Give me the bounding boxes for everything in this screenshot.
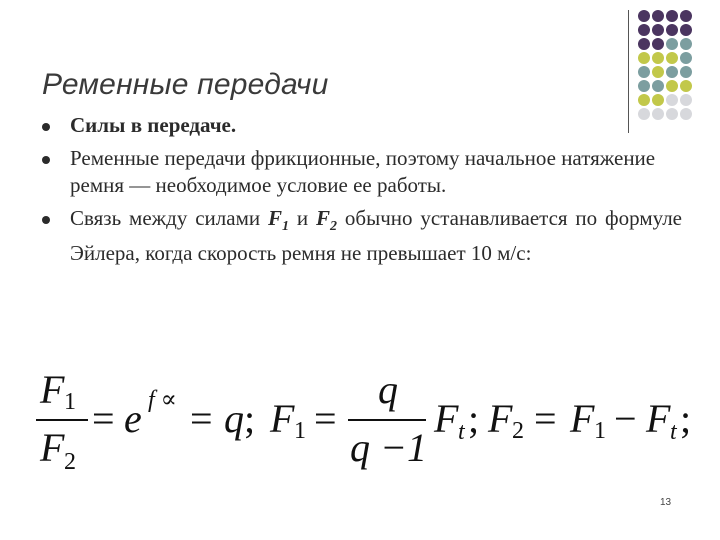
decorative-dot (680, 52, 692, 64)
bullet-dot-icon (42, 123, 50, 131)
decorative-dot (652, 80, 664, 92)
bullet-text-part: обычно устанавливается по формуле Эйлера, когда скорость ремня не превышает 10 м/с: (70, 206, 682, 266)
decorative-dot (638, 24, 650, 36)
decorative-dot (680, 80, 692, 92)
formula-F2-denominator: F (40, 425, 65, 470)
decorative-dot (666, 94, 678, 106)
decorative-dot (652, 94, 664, 106)
bullet-dot-icon (42, 156, 50, 164)
formula-q-minus-1: q −1 (350, 425, 427, 470)
formula-q: q (224, 396, 244, 441)
decorative-dot (680, 38, 692, 50)
fraction-bar (36, 419, 88, 421)
bullet-item-friction (42, 145, 682, 199)
formula-sub: 1 (594, 418, 606, 444)
decorative-dot (638, 66, 650, 78)
decorative-dot (666, 38, 678, 50)
formula-semicolon: ; (244, 396, 256, 441)
bullet-text: Ременные передачи фрикционные, поэтому начальное натяжение ремня — необходимое условие ее работы. (70, 146, 656, 197)
formula-sub-t: t (670, 419, 677, 445)
bullet-item-forces (42, 112, 682, 139)
bullet-text: Силы в передаче. (70, 113, 237, 137)
formula-equals: = (92, 396, 115, 441)
formula-sub-t: t (458, 419, 465, 445)
decorative-dot (680, 66, 692, 78)
decorative-dot (652, 38, 664, 50)
decorative-dot (666, 66, 678, 78)
formula-exponent: f ∝ (148, 387, 177, 413)
formula-equals: = (314, 396, 337, 441)
decorative-dot (638, 10, 650, 22)
formula-minus: − (614, 396, 637, 441)
formula-equals: = (190, 396, 213, 441)
formula-sub: 1 (64, 389, 76, 415)
bullet-item-euler (42, 205, 682, 267)
formula-q-numerator: q (378, 367, 398, 412)
bullet-text-part: Связь между силами (70, 206, 268, 230)
formula-equals: = (534, 396, 557, 441)
formula-sub: 1 (294, 418, 306, 444)
formula-sub: 2 (64, 449, 76, 475)
formula-F1: F (570, 396, 595, 441)
decorative-dot-grid (638, 10, 720, 120)
bullet-text-part: и (289, 206, 317, 230)
bullet-dot-icon (42, 216, 50, 224)
page-number: 13 (660, 497, 672, 508)
decorative-dot (666, 52, 678, 64)
formula-semicolon: ; (468, 396, 480, 441)
formula-F2: F (488, 396, 513, 441)
decorative-dot (652, 66, 664, 78)
bullet-list (42, 112, 682, 273)
decorative-dot (680, 24, 692, 36)
formula-F1: F (270, 396, 295, 441)
decorative-dot (638, 52, 650, 64)
formula-Ft: F (646, 396, 671, 441)
formula-semicolon: ; (680, 396, 692, 441)
force-f2: $F_2$ (316, 206, 338, 235)
formula-sub: 2 (512, 418, 524, 444)
decorative-dot (652, 52, 664, 64)
decorative-dot (652, 24, 664, 36)
formula-Ft: F (434, 396, 459, 441)
decorative-dot (666, 80, 678, 92)
slide-title: Ременные передачи (42, 68, 329, 101)
euler-formula (30, 366, 700, 476)
decorative-dot (638, 80, 650, 92)
decorative-dot (638, 38, 650, 50)
formula-F1-numerator: F (40, 367, 65, 412)
decorative-dot (680, 10, 692, 22)
decorative-dot (666, 10, 678, 22)
formula-e: e (124, 396, 142, 441)
force-f1: $F_1$ (268, 206, 290, 235)
decorative-dot (652, 10, 664, 22)
decorative-dot (666, 24, 678, 36)
fraction-bar (348, 419, 426, 421)
decorative-dot (680, 94, 692, 106)
decorative-dot (638, 94, 650, 106)
